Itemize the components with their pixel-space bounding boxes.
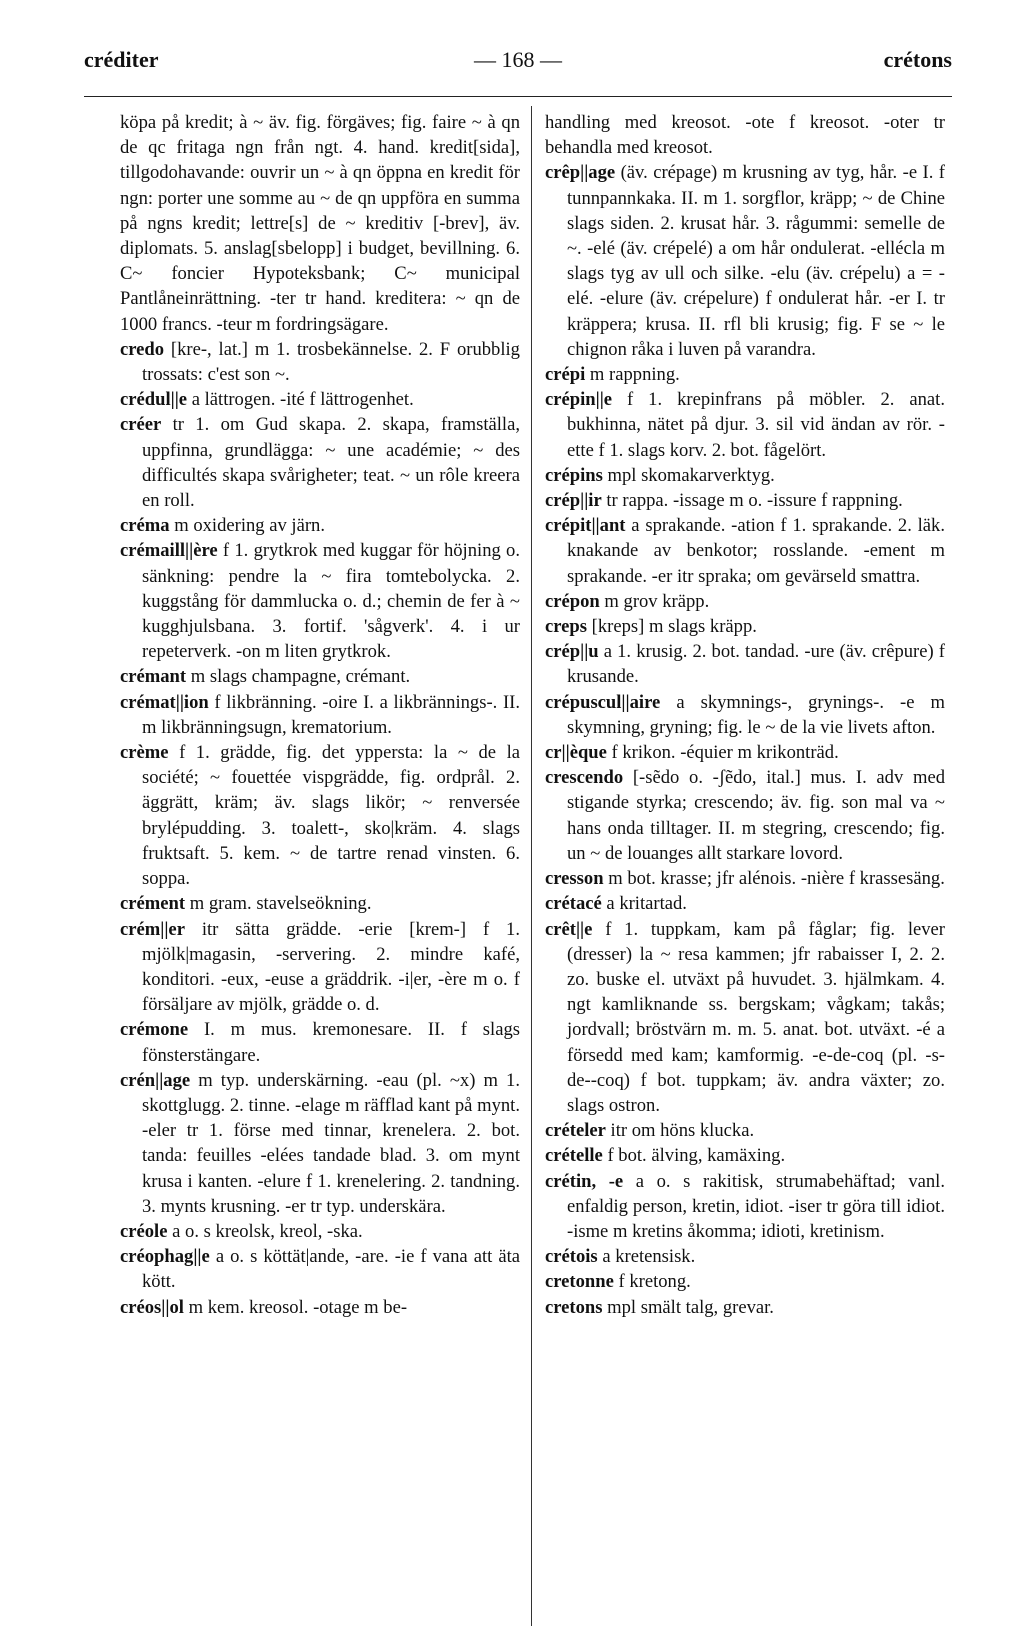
entry-text: handling med kreosot. -ote f kreosot. -oter tr behandla med kreosot. [545,112,945,159]
page-header [84,47,952,77]
dictionary-entry [545,614,945,639]
entry-text: m slags champagne, crémant. [190,666,411,688]
dictionary-entry [545,891,945,916]
entry-headword: creps [545,616,587,638]
entry-text: f likbränning. -oire I. a likbrännings-. II. m likbränningsugn, krematorium. [142,691,520,738]
entry-headword: cr||èque [545,742,607,764]
dictionary-entry [120,1244,520,1294]
dictionary-entry [120,1219,520,1244]
entry-headword: cresson [545,868,604,890]
entry-headword: crépuscul||aire [545,691,661,713]
dictionary-entry [545,160,945,362]
dictionary-entry [120,412,520,513]
entry-text: m bot. krasse; jfr alénois. -nière f krassesäng. [608,868,945,890]
dictionary-entry [120,917,520,1018]
entry-headword: créophag||e [120,1246,210,1268]
entry-headword: créer [120,414,162,436]
entry-headword: crén||age [120,1069,191,1091]
entry-headword: crép||u [545,641,599,663]
entry-headword: crételer [545,1120,606,1142]
entry-text: m typ. underskärning. -eau (pl. ~x) m 1. skottglugg. 2. tinne. -elage m räfflad kant på mynt. -eler tr 1. förse med tinnar, krenelera. 2. bot. tanda: feuilles -elées tandade blad. 3. om mynt krusa i kanten. -elure f 1. krenelering. 2. tandning. 3. mynts krusning. -er tr typ. underskära. [142,1069,520,1217]
entry-text: f bot. älving, kamäxing. [607,1145,786,1167]
entry-headword: crémaill||ère [120,540,218,562]
dictionary-entry [545,488,945,513]
right-running-headword: crétons [883,47,952,72]
dictionary-entry [545,1244,945,1269]
entry-text: f 1. grädde, fig. det yppersta: la ~ de la société; ~ fouettée vispgrädde, fig. ordprål. 2. äggrätt, kräm; äv. slags likör; ~ renversée brylépudding. 3. toalett-, sko|kräm. 4. slags fruktsaft. 5. kem. ~ de tartre renad vinsten. 6. soppa. [142,742,520,890]
entry-headword: créole [120,1220,168,1242]
entry-text: a lättrogen. -ité f lättrogenhet. [191,389,414,411]
entry-headword: crépon [545,590,600,612]
entry-text: [kreps] m slags kräpp. [591,616,757,638]
dictionary-entry [120,740,520,891]
dictionary-entry [120,110,520,337]
entry-text: a skymnings-, grynings-. -e m skymning, gryning; fig. le ~ de la vie livets afton. [567,691,945,738]
dictionary-entry [545,690,945,740]
entry-headword: crédul||e [120,389,188,411]
dictionary-entry [545,917,945,1119]
dictionary-entry [545,639,945,689]
entry-headword: crème [120,742,169,764]
entry-headword: crêp||age [545,162,616,184]
entry-headword: crémat||ion [120,691,209,713]
dictionary-entry [120,387,520,412]
left-running-headword: créditer [84,47,159,72]
dictionary-entry [545,463,945,488]
entry-text: f 1. grytkrok med kuggar för höjning o. sänkning: pendre la ~ fira tomtebolycka. 2. kuggstång för dammlucka o. d.; chemin de fer à ~ kugghjulsbana. 3. fortif. 'sågverk'. 4. i ur repeterverk. -on m liten grytkrok. [142,540,520,663]
dictionary-entry [120,891,520,916]
dictionary-entry [545,866,945,891]
entry-text: f 1. tuppkam, kam på fåglar; fig. lever (dresser) la ~ resa kammen; jfr rabaisser I, 2. 2. zo. buske el. utväxt på huvudet. 3. hjälmkam. 4. ngt kamliknande ss. bergskam; vågkam; takås; jordvall; bröstvärn m. m. 5. anat. bot. utväxt. -é a försedd med kam; kamformig. -e-de-coq (pl. -s-de--coq) f bot. tuppkam; äv. andra växter; zo. slags ostron. [567,918,945,1116]
entry-text: a o. s köttät|ande, -are. -ie f vana att äta kött. [142,1246,520,1293]
entry-headword: créma [120,515,170,537]
page-number: — 168 — [474,47,562,72]
entry-text: itr om höns klucka. [610,1120,755,1142]
entry-text: [-sẽdo o. -ʃẽdo, ital.] mus. I. adv med stigande styrka; crescendo; äv. fig. son mal va ~ hans onda tilltager. II. m stegring, crescendo; fig. un ~ de louanges allt starkare lovord. [567,767,945,864]
header-rule [84,96,952,97]
entry-text: m oxidering av järn. [174,515,325,537]
entry-headword: credo [120,338,165,360]
entry-text: m rappning. [589,364,680,386]
entry-text: mpl skomakarverktyg. [607,464,775,486]
entry-headword: crételle [545,1145,603,1167]
dictionary-entry [120,513,520,538]
entry-headword: crémant [120,666,187,688]
entry-text: a o. s kreolsk, kreol, -ska. [172,1220,363,1242]
entry-text: f krikon. -équier m krikonträd. [611,742,839,764]
dictionary-entry [120,1017,520,1067]
dictionary-entry [545,1295,945,1320]
entry-text: I. m mus. kremonesare. II. f slags fönsterstängare. [142,1019,520,1066]
dictionary-entry [120,664,520,689]
column-divider [531,106,532,1626]
entry-headword: crétin, -e [545,1170,624,1192]
entry-headword: créos||ol [120,1296,184,1318]
entry-text: a o. s rakitisk, strumabehäftad; vanl. enfaldig person, kretin, idiot. -iser tr göra till idiot. -isme m kretins åkomma; idioti, kretinism. [567,1170,945,1242]
entry-headword: crêt||e [545,918,593,940]
entry-text: mpl smält talg, grevar. [607,1296,774,1318]
dictionary-entry [545,1169,945,1245]
dictionary-entry [120,337,520,387]
entry-headword: cretonne [545,1271,614,1293]
entry-headword: crétois [545,1246,598,1268]
entry-headword: cretons [545,1296,603,1318]
entry-headword: crétacé [545,893,602,915]
entry-text: f 1. krepinfrans på möbler. 2. anat. bukhinna, nätet på djur. 3. sil vid ändan av rör. -ette f 1. slags korv. 2. bot. fågelört. [567,389,945,461]
entry-text: a 1. krusig. 2. bot. tandad. -ure (äv. crêpure) f krusande. [567,641,945,688]
entry-text: a kretensisk. [602,1246,696,1268]
dictionary-entry [545,589,945,614]
entry-headword: crémone [120,1019,189,1041]
dictionary-entry [545,110,945,160]
dictionary-entry [545,362,945,387]
entry-headword: crément [120,893,186,915]
entry-text: m kem. kreosol. -otage m be- [188,1296,408,1318]
entry-text: itr sätta grädde. -erie [krem-] f 1. mjölk|magasin, -servering. 2. mindre kafé, konditori. -eux, -euse a gräddrik. -i|er, -ère m o. f försäljare av mjölk, grädde o. d. [142,918,520,1016]
entry-text: a kritartad. [606,893,687,915]
dictionary-entry [545,387,945,463]
dictionary-entry [545,740,945,765]
entry-headword: crépin||e [545,389,613,411]
entry-headword: crém||er [120,918,185,940]
entry-text: f kretong. [618,1271,691,1293]
dictionary-entry [545,1118,945,1143]
entry-text: tr rappa. -issage m o. -issure f rappning. [606,490,903,512]
entry-headword: crép||ir [545,490,602,512]
entry-text: [kre-, lat.] m 1. trosbekännelse. 2. F orubblig trossats: c'est son ~. [142,338,520,386]
dictionary-entry [545,513,945,589]
entry-headword: crépit||ant [545,515,626,537]
entry-headword: crescendo [545,767,624,789]
entry-headword: crépi [545,364,586,386]
dictionary-entry [545,1143,945,1168]
entry-text: m grov kräpp. [604,590,710,612]
entry-text: köpa på kredit; à ~ äv. fig. förgäves; fig. faire ~ à qn de qc fritaga ngn från ngt. 4. hand. kredit[sida], tillgodohavande: ouvrir un ~ à qn öppna en kredit för ngn: porter une somme au ~ de qn uppföra en summa på ngns kredit; lettre[s] de ~ kreditiv [-brev], äv. diplomats. 5. anslag[sbelopp] i budget, bevillning. 6. C~ foncier Hypoteksbank; C~ municipal Pantlåneinrättning. -ter tr hand. kreditera: ~ qn de 1000 francs. -teur m fordringsägare. [120,112,520,335]
left-column [120,110,520,1630]
dictionary-entry [120,1295,520,1320]
dictionary-entry [120,690,520,740]
dictionary-entry [545,1269,945,1294]
entry-text: tr 1. om Gud skapa. 2. skapa, framställa, uppfinna, grundlägga: ~ une académie; ~ des difficultés skapa svårigheter; teat. ~ un rôle kreera en roll. [142,414,520,512]
entry-text: (äv. crépage) m krusning av tyg, hår. -e I. f tunnpannkaka. II. m 1. sorgflor, kräpp; ~ de Chine slags siden. 2. krusat hår. 3. rågummi: semelle de ~. -elé (äv. crépelé) a om hår ondulerat. -ellécla m slags tyg av ull och silke. -elu (äv. crépelu) a = -elé. -elure (äv. crépelure) f ondulerat hår. -er I. tr kräppera; krusa. II. rfl bli krusig; fig. F se ~ le chignon råka i luven på varandra. [567,162,945,360]
dictionary-entry [120,538,520,664]
entry-text: m gram. stavelseökning. [189,893,372,915]
entry-headword: crépins [545,464,603,486]
entry-text: a sprakande. -ation f 1. sprakande. 2. läk. knakande av benkotor; rosslande. -ement m sprakande. -er itr spraka; om gevärseld smattra. [567,515,945,587]
dictionary-entry [120,1068,520,1219]
dictionary-entry [545,765,945,866]
right-column [545,110,945,1630]
